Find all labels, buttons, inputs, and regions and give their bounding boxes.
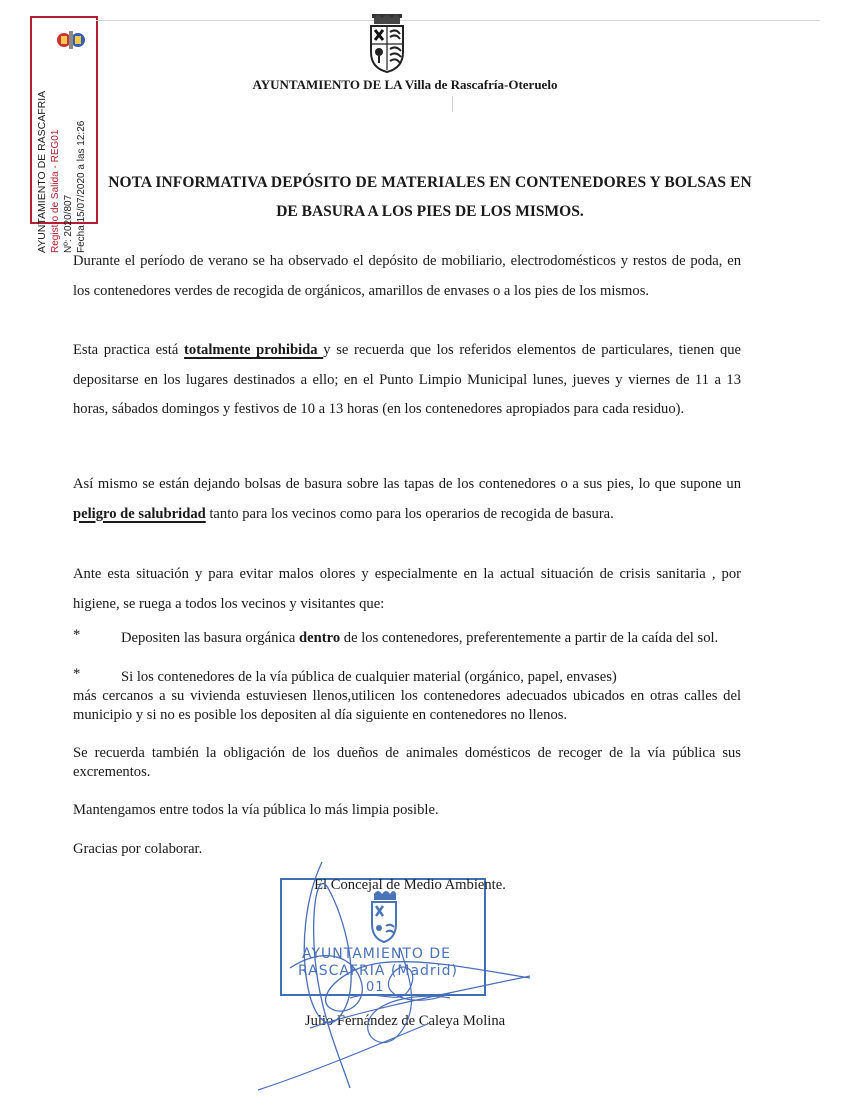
bullet-1-emphasis: dentro [299,630,341,646]
municipal-logo-icon [54,28,88,52]
prohibition-emphasis: totalmente prohibida [184,342,324,358]
registration-stamp [30,16,98,253]
bullet-2-rest: más cercanos a su vivienda estuviesen llenos,utilicen los contenedores adecuados ubicados en otras calles del municipio y si no es posible los depositen al día siguiente en contenedores no llenos. [73,688,741,723]
registration-type: Registro de Salida - REG01 [50,129,61,253]
hazard-intro: Así mismo se están dejando bolsas de basura sobre las tapas de los contenedores o a sus pies, lo que supone un [73,476,741,492]
handwritten-signature [250,858,550,1098]
paragraph-summer-deposits: Durante el período de verano se ha observado el depósito de mobiliario, electrodomésticos y restos de poda, en los contenedores verdes de recogida de orgánicos, amarillos de envases o a los pies de los mismos. [73,253,741,299]
paragraph-pet-waste: Se recuerda también la obligación de los dueños de animales domésticos de recoger de la vía pública sus excrementos. [73,745,741,780]
signatory-title: El Concejal de Medio Ambiente. [314,877,506,893]
seal-text-line-1: AYUNTAMIENTO DE [302,946,451,962]
bullet-marker-1: * [73,627,81,643]
signatory-name: Julio Fernández de Caleya Molina [304,1013,506,1029]
prohibition-intro: Esta practica está [73,342,185,358]
prohibition-details: y se recuerda que los referidos elementos de particulares, tienen que depositarse en los lugares destinados a ello; en el Punto Limpio Municipal lunes, jueves y viernes de 11 a 13 horas, sábados domingos y festivos de 10 a 13 horas (en los contenedores apropiados para cada residuo). [73,342,742,417]
header-divider [452,96,453,112]
registration-office: AYUNTAMIENTO DE RASCAFRIA [36,90,48,253]
hazard-details: tanto para los vecinos como para los operarios de recogida de basura. [205,505,614,522]
coat-of-arms-icon [366,12,408,74]
top-rule [96,20,820,21]
hazard-emphasis: peligro de salubridad [73,505,206,522]
seal-text-line-2: RASCAFRIA (Madrid) [298,963,458,979]
paragraph-thanks: Gracias por colaborar. [73,841,203,857]
paragraph-keep-clean: Mantengamos entre todos la vía pública lo más limpia posible. [73,802,439,818]
bullet-full-containers [73,668,741,725]
seal-text-line-3: 01 [366,980,385,995]
bullet-1-details: de los contenedores, preferentemente a partir de la caída del sol. [340,630,719,646]
bullet-2-first-line: Si los contenedores de la vía pública de cualquier material (orgánico, papel, envases) [121,669,617,685]
document-title-line-1: NOTA INFORMATIVA DEPÓSITO DE MATERIALES EN CONTENEDORES Y BOLSAS EN [108,174,752,191]
document-title-line-2: DE BASURA A LOS PIES DE LOS MISMOS. [276,203,584,220]
bullet-organic-waste [73,629,741,648]
paragraph-prohibition [73,336,741,425]
registration-date: Fecha 15/07/2020 a las 12:26 [76,120,87,253]
bullet-marker-2: * [73,666,81,682]
registration-text [36,63,96,253]
registration-number: Nº: 2020/807 [63,194,74,253]
paragraph-health-hazard [73,470,741,529]
bullet-1-intro: Depositen las basura orgánica [121,630,300,646]
institution-name: AYUNTAMIENTO DE LA Villa de Rascafría-Oteruelo [252,77,558,92]
paragraph-request: Ante esta situación y para evitar malos olores y especialmente en la actual situación de crisis sanitaria , por higiene, se ruega a todos los vecinos y visitantes que: [73,566,741,612]
